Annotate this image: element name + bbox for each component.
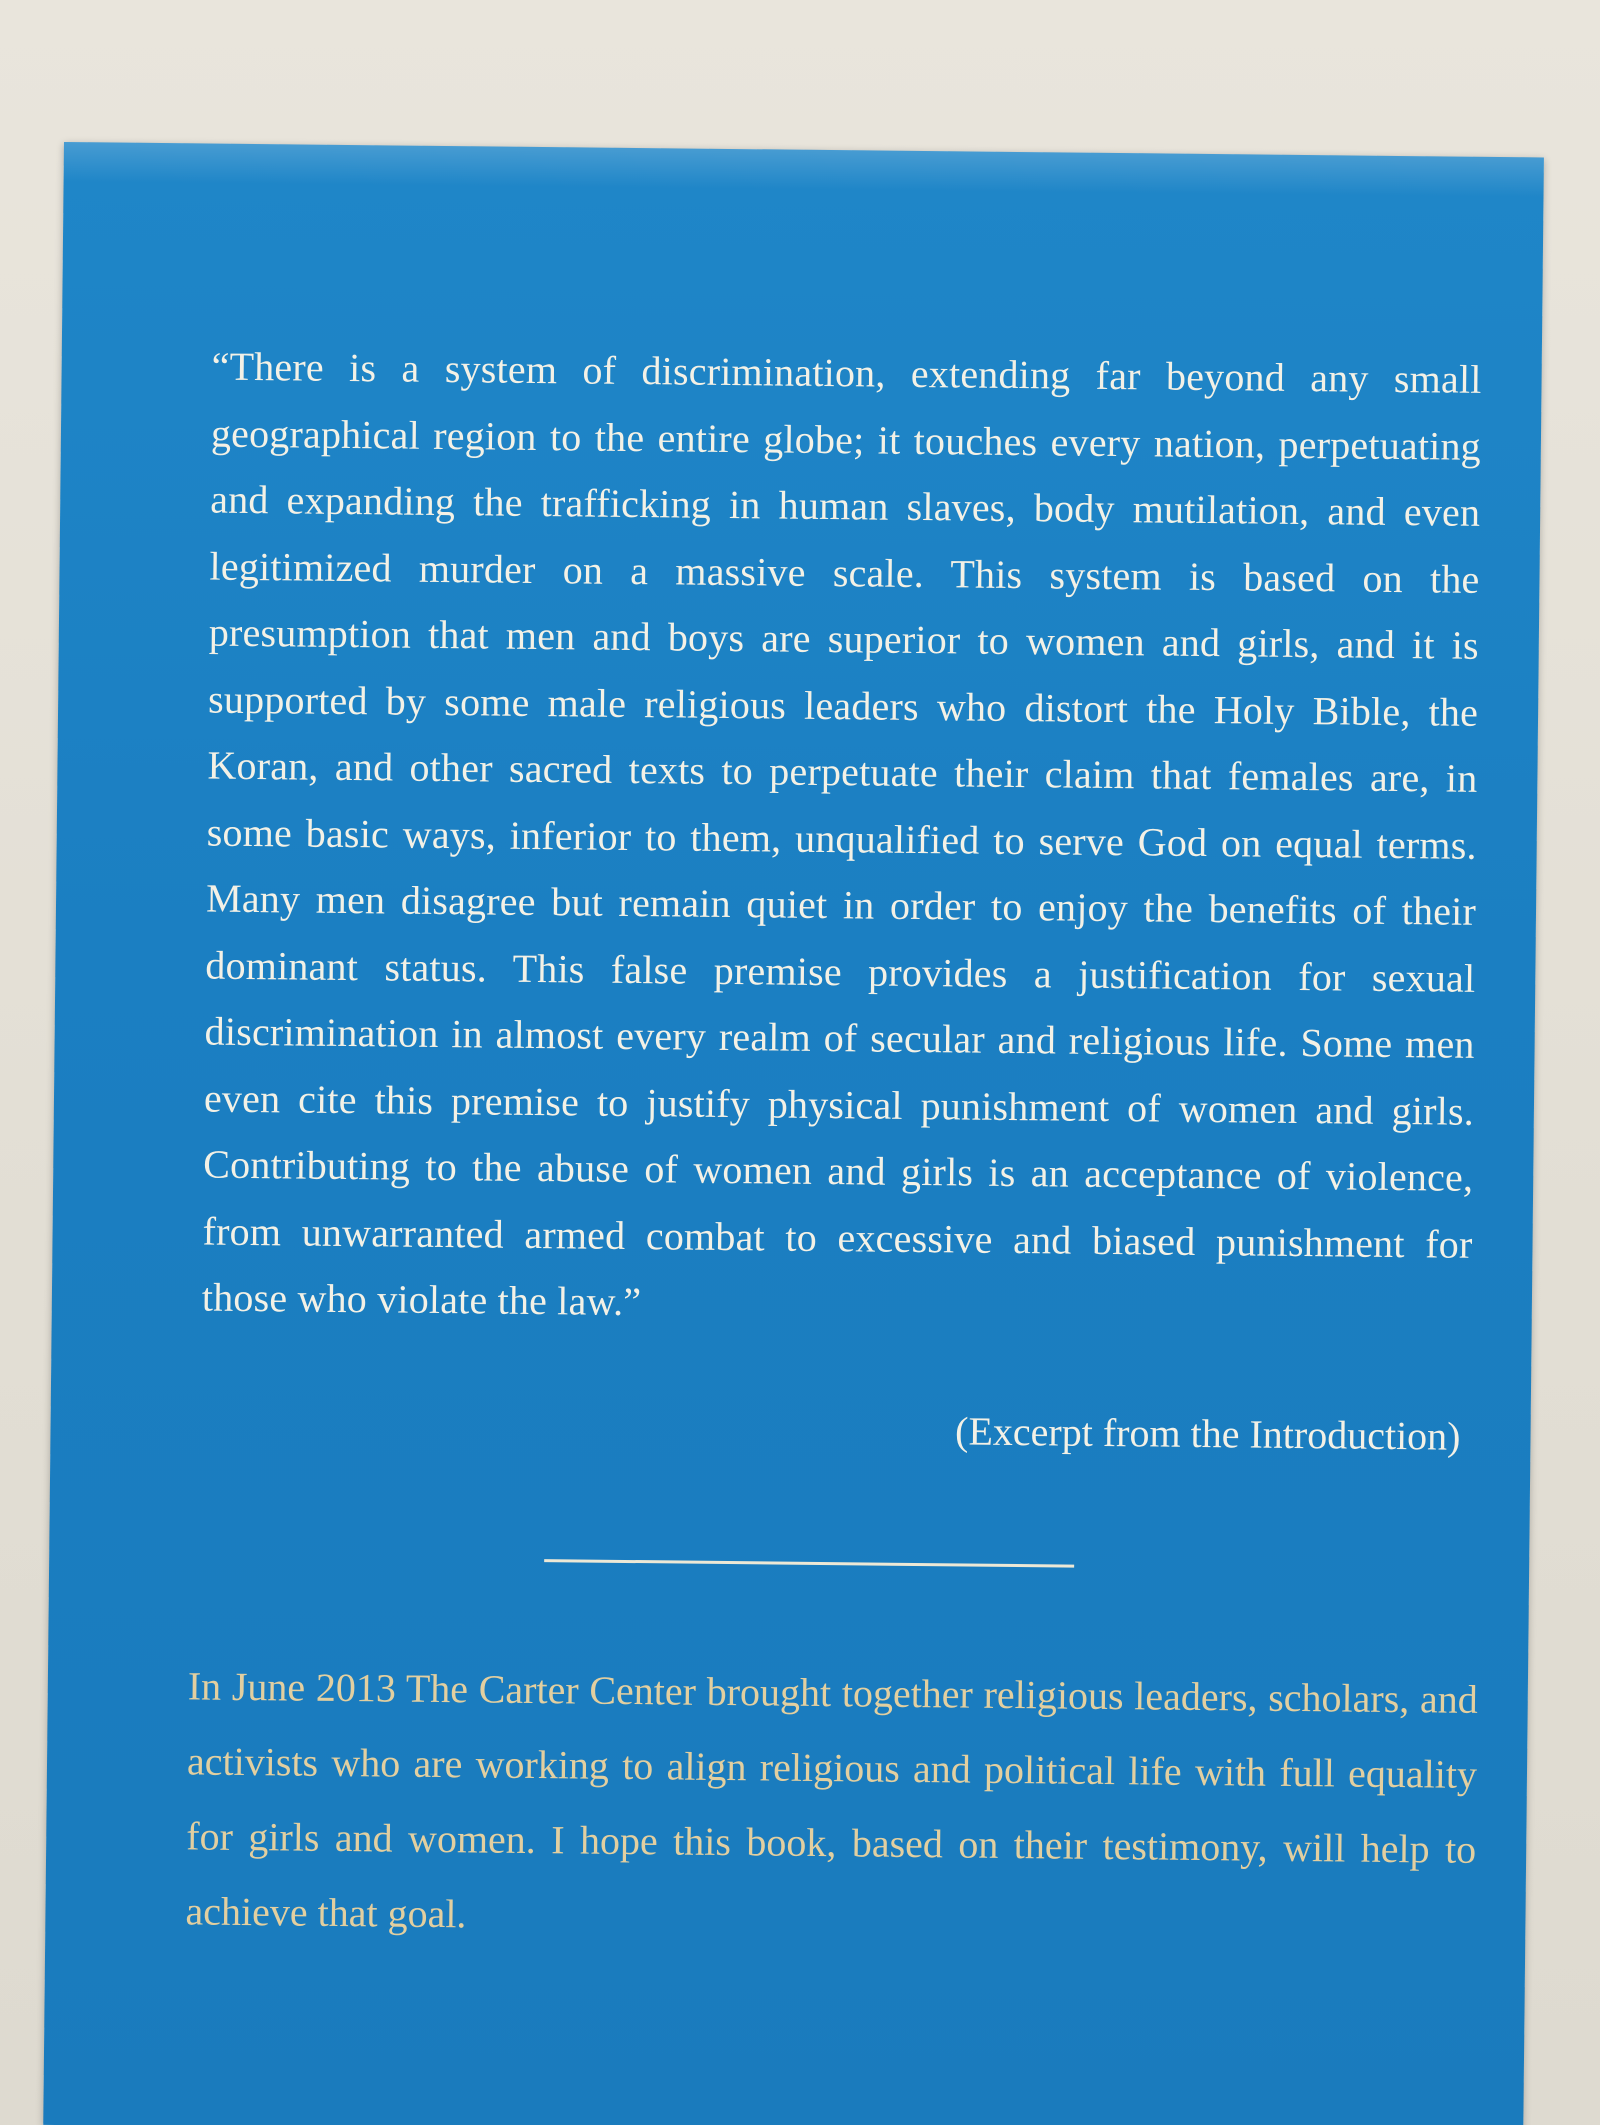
blurb-text: In June 2013 The Carter Center brought together religious leaders, scholars, and activists who are working to align religious and political life with full equality for girls and women. I hope this book, based on their testimony, will help to achieve that goal.	[185, 1663, 1479, 1937]
book-back-cover	[43, 142, 1544, 2125]
quote-block	[202, 334, 1482, 1345]
blurb-block	[185, 1648, 1478, 1961]
quote-text: “There is a system of discrimination, extending far beyond any small geographical region to the entire globe; it touches every nation, perpetuating and expanding the trafficking in human slaves, body mutilation, and even legitimized murder on a massive scale. This system is based on the presumption that men and boys are superior to women and girls, and it is supported by some male religious leaders who distort the Holy Bible, the Koran, and other sacred texts to perpetuate their claim that females are, in some basic ways, inferior to them, unqualified to serve God on equal terms. Many men disagree but remain quiet in order to enjoy the benefits of their dominant status. This false premise provides a justification for sexual discrimination in almost every realm of secular and religious life. Some men even cite this premise to justify physical punishment of women and girls. Contributing to the abuse of women and girls is an acceptance of violence, from unwarranted armed combat to excessive and biased punishment for those who violate the law.”	[201, 343, 1482, 1325]
section-divider	[544, 1559, 1074, 1568]
quote-attribution: (Excerpt from the Introduction)	[954, 1408, 1461, 1459]
